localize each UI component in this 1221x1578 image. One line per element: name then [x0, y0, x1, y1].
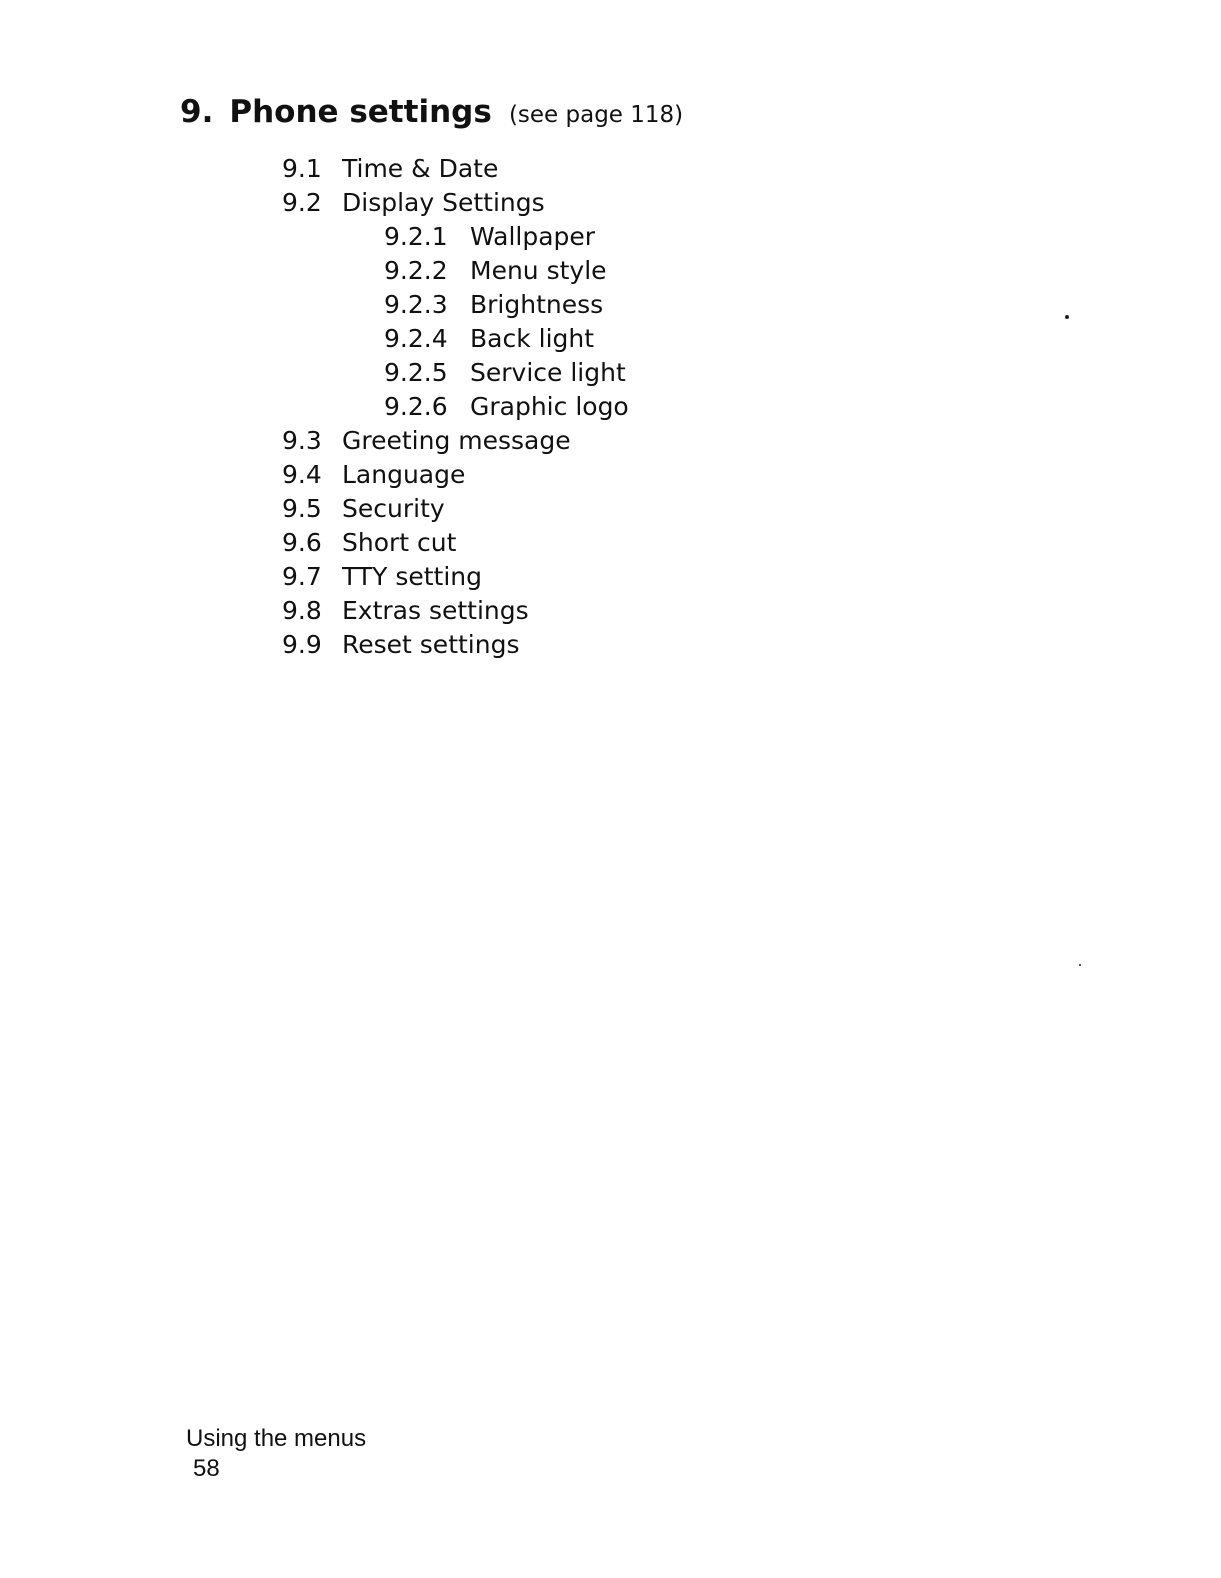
- scan-speck: [1079, 964, 1081, 966]
- menu-item-number: 9.7: [282, 562, 322, 591]
- menu-item-label: Brightness: [470, 290, 604, 319]
- menu-item-graphic-logo: [384, 390, 629, 424]
- menu-item-number: 9.2.6: [384, 392, 448, 421]
- menu-item-language: [282, 458, 465, 492]
- menu-item-number: 9.1: [282, 154, 322, 183]
- menu-item-label: Reset settings: [342, 630, 520, 659]
- section-number: 9.: [180, 94, 214, 130]
- menu-item-number: 9.5: [282, 494, 322, 523]
- menu-item-label: Display Settings: [342, 188, 545, 217]
- section-heading: [180, 92, 683, 130]
- menu-item-label: Wallpaper: [470, 222, 596, 251]
- menu-item-security: [282, 492, 445, 526]
- menu-item-number: 9.2.2: [384, 256, 448, 285]
- menu-item-brightness: [384, 288, 603, 322]
- menu-item-label: Service light: [470, 358, 626, 387]
- menu-item-menu-style: [384, 254, 607, 288]
- menu-item-display-settings: [282, 186, 545, 220]
- menu-item-label: Short cut: [342, 528, 457, 557]
- menu-item-number: 9.9: [282, 630, 322, 659]
- menu-item-number: 9.2.3: [384, 290, 448, 319]
- menu-item-label: Back light: [470, 324, 595, 353]
- menu-item-greeting-message: [282, 424, 571, 458]
- page-number: 58: [193, 1455, 220, 1482]
- menu-item-number: 9.4: [282, 460, 322, 489]
- page-reference: (see page 118): [508, 102, 684, 128]
- scan-speck: [1065, 315, 1069, 319]
- menu-item-label: TTY setting: [342, 562, 482, 591]
- menu-item-label: Graphic logo: [470, 392, 629, 421]
- menu-item-number: 9.3: [282, 426, 322, 455]
- menu-item-back-light: [384, 322, 594, 356]
- menu-item-time-date: [282, 152, 498, 186]
- menu-item-number: 9.8: [282, 596, 322, 625]
- menu-item-label: Menu style: [470, 256, 607, 285]
- menu-item-number: 9.2.5: [384, 358, 448, 387]
- menu-item-label: Language: [342, 460, 466, 489]
- footer-section-name: Using the menus: [186, 1425, 367, 1452]
- menu-item-label: Time & Date: [342, 154, 499, 183]
- menu-item-number: 9.2.1: [384, 222, 448, 251]
- menu-item-number: 9.2.4: [384, 324, 448, 353]
- menu-item-wallpaper: [384, 220, 595, 254]
- menu-item-label: Security: [342, 494, 445, 523]
- menu-item-reset-settings: [282, 628, 519, 662]
- menu-item-number: 9.2: [282, 188, 322, 217]
- menu-item-extras-settings: [282, 594, 529, 628]
- section-title: Phone settings: [229, 94, 492, 130]
- page-footer: [186, 1424, 366, 1484]
- menu-item-number: 9.6: [282, 528, 322, 557]
- menu-item-tty-setting: [282, 560, 482, 594]
- menu-item-label: Extras settings: [342, 596, 529, 625]
- menu-item-label: Greeting message: [342, 426, 571, 455]
- menu-item-service-light: [384, 356, 626, 390]
- menu-item-short-cut: [282, 526, 456, 560]
